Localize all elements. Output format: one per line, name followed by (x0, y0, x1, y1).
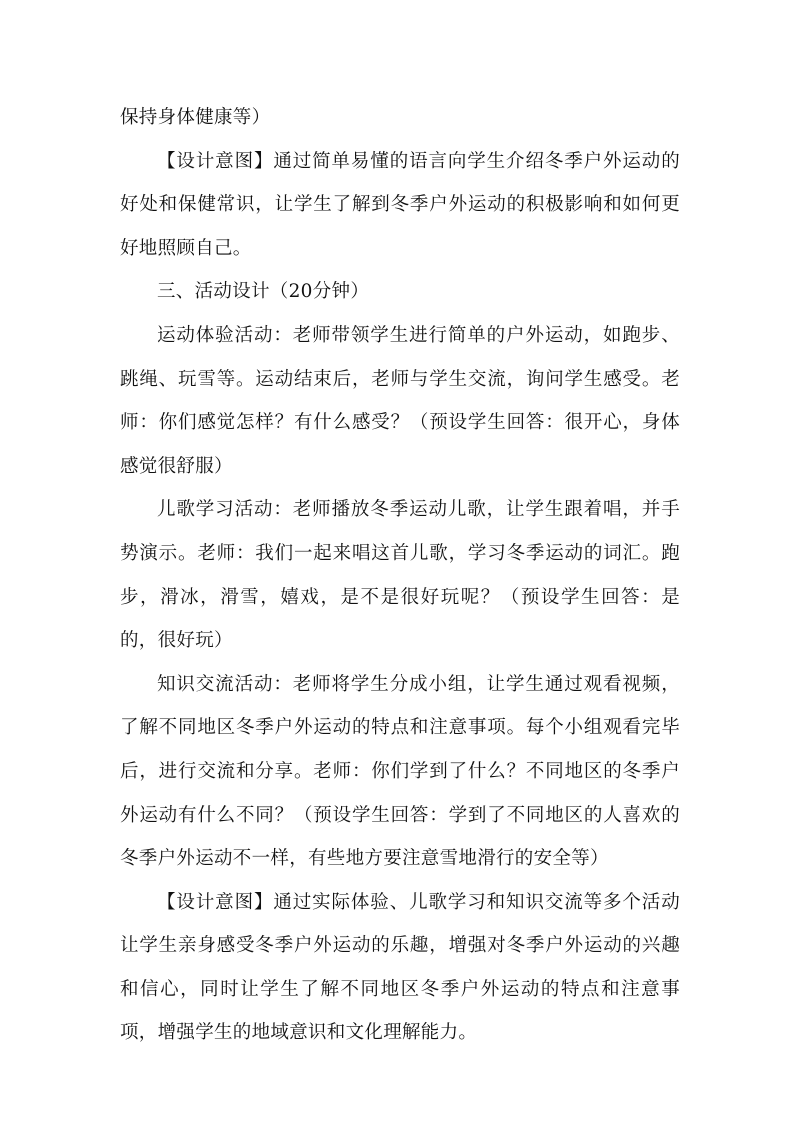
paragraph-design-intent-1: 【设计意图】通过简单易懂的语言向学生介绍冬季户外运动的好处和保健常识，让学生了解到冬季户外运动的积极影响和如何更好地照顾自己。 (120, 150, 680, 259)
paragraph-design-intent-2: 【设计意图】通过实际体验、儿歌学习和知识交流等多个活动让学生亲身感受冬季户外运动的乐趣，增强对冬季户外运动的兴趣和信心，同时让学生了解不同地区冬季户外运动的特点和注意事项，增强学生的地域意识和文化理解能力。 (120, 891, 680, 1044)
paragraph-song-activity: 儿歌学习活动：老师播放冬季运动儿歌，让学生跟着唱，并手势演示。老师：我们一起来唱这首儿歌，学习冬季运动的词汇。跑步，滑冰，滑雪，嬉戏，是不是很好玩呢？（预设学生回答：是的，很好玩） (120, 499, 680, 652)
document-body (120, 96, 680, 1055)
paragraph-continuation: 保持身体健康等） (120, 107, 271, 128)
section-heading-activity-design: 三、活动设计（20分钟） (157, 281, 370, 303)
paragraph-exercise-activity: 运动体验活动：老师带领学生进行简单的户外运动，如跑步、跳绳、玩雪等。运动结束后，老师与学生交流，询问学生感受。老师：你们感觉怎样？有什么感受？（预设学生回答：很开心，身体感觉很舒服） (120, 324, 680, 477)
paragraph-knowledge-activity: 知识交流活动：老师将学生分成小组，让学生通过观看视频，了解不同地区冬季户外运动的特点和注意事项。每个小组观看完毕后，进行交流和分享。老师：你们学到了什么？不同地区的冬季户外运动有什么不同？（预设学生回答：学到了不同地区的人喜欢的冬季户外运动不一样，有些地方要注意雪地滑行的安全等） (120, 673, 680, 870)
